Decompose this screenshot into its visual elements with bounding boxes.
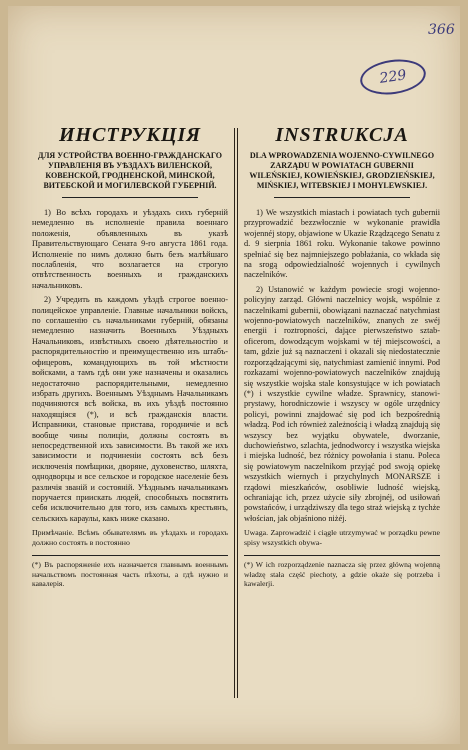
russian-paragraph-2: 2) Учредить въ каждомъ уѣздѣ строгое военно-полицейское управленіе. Главные начальники войскъ, по соглашенію съ начальниками губерній, обязаны немедленно назначить Военныхъ Уѣздныхъ Начальниковъ, извѣстныхъ своею дѣятельностію и распорядительностію и преимущественно изъ штабъ-офицеровъ, командующихъ въ той мѣстности войсками, а тамъ гдѣ они уже назначены и оказались недостаточно распорядительными, немедленно избрать другихъ. Военнымъ Уѣзднымъ Начальникамъ подчиняются всѣ войска, въ ихъ уѣздѣ постоянно находящіяся (*), и всѣ гражданскія власти. Исправники, становые пристава, городничіе и всѣ вообще чины полиціи, должны состоять въ непосредственной ихъ зависимости. Въ такой же ихъ зависимости и подчиненіи состоять всѣ безъ исключенія помѣщики, дворяне, духовенство, шляхта, однодворцы и все сельское и городское населеніе безъ различія званій и состояній. Уѣзднымъ начальникамъ поручается приискать людей, способныхъ посвятить себя исключительно для того, изъ самыхъ крестьянъ, сельскихъ караулы, какъ ниже сказано. — [32, 295, 228, 523]
document-page — [8, 6, 460, 744]
polish-paragraph-1: 1) We wszystkich miastach i powiatach tych gubernii przyprowadzić bezzwłocznie w wykonanie prawidła wojennéj stopy, objawione w Ukazie Rządzącego Senatu z d. 9 sierpnia 1861 roku. Wykonanie takowe powinno spełniać się bez najmniejszego pobłażania, co wkłada się na srogą odpowiedzialność wojennych i cywilnych naczelników. — [244, 208, 440, 280]
russian-footnote: (*) Въ распоряженіе ихъ назначается главнымъ военнымъ начальствомъ постоянная часть пѣхоты, а гдѣ нужно и кавалерія. — [32, 560, 228, 589]
title-rule — [274, 197, 410, 198]
column-divider-second-line — [237, 128, 238, 698]
polish-footnote: (*) W ich rozporządzenie naznacza się przez główną wojenną władzę stała część piechoty, a gdzie okaże się potrzeba i kawalerji. — [244, 560, 440, 589]
russian-subtitle: ДЛЯ УСТРОЙСТВА ВОЕННО-ГРАЖДАНСКАГО УПРАВЛЕНІЯ ВЪ УѢЗДАХЪ ВИЛЕНСКОЙ, КОВЕНСКОЙ, ГРОДНЕНСКОЙ, МИНСКОЙ, ВИТЕБСКОЙ И МОГИЛЕВСКОЙ ГУБЕРНІЙ. — [37, 151, 223, 190]
russian-title: ИНСТРУКЦІЯ — [58, 124, 202, 146]
russian-note: Примѣчаніе. Всѣмъ обывателямъ въ уѣздахъ и городахъ должно состоять в постоянно — [32, 528, 228, 547]
russian-column — [32, 124, 228, 593]
footnote-rule — [244, 555, 440, 556]
column-divider — [234, 128, 235, 698]
polish-title: INSTRUKCJA — [275, 124, 409, 146]
circled-number-text: 229 — [378, 67, 408, 87]
russian-paragraph-1: 1) Во всѣхъ городахъ и уѣздахъ сихъ губерній немедленно въ исполненіе правила военнаго положенія, объявленныхъ въ указѣ Правительствующаго Сената 9-го августа 1861 года. Исполненіе по нимъ должно быть безъ малѣйшаго послабленія, что возлагается на строгую отвѣтственность военныхъ и гражданскихъ начальниковъ. — [32, 208, 228, 290]
handwritten-circled-number — [358, 56, 428, 99]
polish-subtitle: DLA WPROWADZENIA WOJENNO-CYWILNEGO ZARZĄDU W POWIATACH GUBERNII WILEŃSKIEJ, KOWIEŃSKIEJ, GRODZIEŃSKIEJ, MIŃSKIEJ, WITEBSKIEJ I MOHYLEWSKIEJ. — [249, 151, 435, 190]
polish-note: Uwaga. Zaprowadzić i ciągle utrzymywać w porządku pewne spisy wszystkich obywa- — [244, 528, 440, 547]
polish-column — [244, 124, 440, 593]
title-rule — [62, 197, 198, 198]
polish-paragraph-2: 2) Ustanowić w każdym powiecie srogi wojenno-policyjny zarząd. Główni naczelnicy wojsk, wspólnie z naczelnikami gubernii, obowiązani naznaczać natychmiast wojenno-powiatowych naczelników, znanych ze swéj energii i roztropności, dające pierwszeństwo sztab-oficerom, dowodzącym wojskami w téj miejscowości, a tam, gdzie już są naznaczeni i okazali się niedostatecznie rozporządzającymi się, natychmiast zamienić innymi. Pod rozkazami wojenno-powiatowych naczelników znajdują się wszystkie wojska stale konsystujące w ich powiatach (*) i wszystkie cywilne władze. Sprawnicy, stanowi-prystawy, horodniczowie i wszyscy w ogóle urzędnicy policyi, powinni znajdować się pod ich bezpośrednią władzą. Pod ich również zależnością i władzą znajdują się wszyscy bez wyjątku obywatele, dworzanie, duchowieństwo, szlachta, jednodworcy i wszystka wiejska i miejska ludność, bez różnicy powołania i stanu. Poleca się powiatowym naczelnikom przyjąć pod swoją opiekę wszystkich wiernych i przychylnych MONARSZE i rządowi mieszkańców, osobliwie ludność wiejską, ochraniając ich, przez użycie siły zbrojnéj, od usiłowań powstańców, i urządziwszy dla tego straż wiejską z tychże włościan, jak objaśniono niżéj. — [244, 284, 440, 523]
footnote-rule — [32, 555, 228, 556]
handwritten-page-number: 366 — [428, 22, 455, 38]
